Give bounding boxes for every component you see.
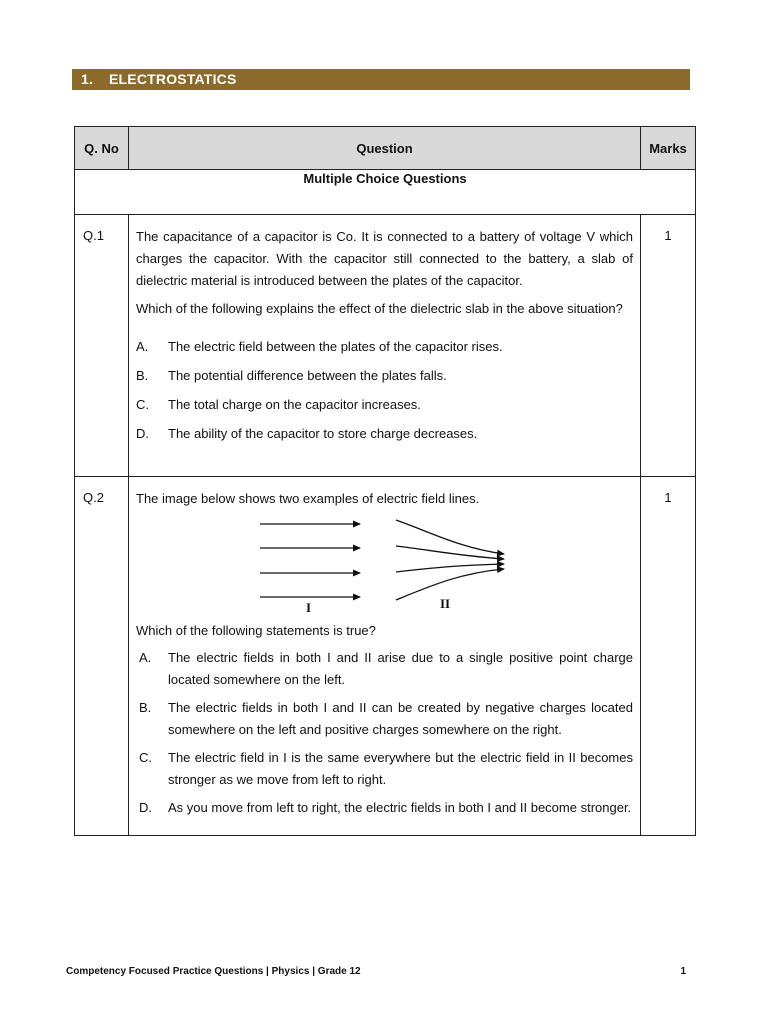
question-marks: 1 (641, 215, 696, 477)
figure-label-ii: II (440, 596, 451, 611)
option-text: The electric field in I is the same everywhere but the electric field in II becomes stronger as we move from left to right. (168, 750, 633, 787)
page-footer (66, 966, 686, 977)
option-letter: A. (139, 650, 152, 665)
field-lines-diagram (260, 516, 510, 614)
option-list (136, 647, 633, 835)
section-title: ELECTROSTATICS (109, 71, 237, 87)
field-line (396, 546, 504, 559)
question-marks: 1 (641, 477, 696, 836)
option-a (136, 336, 633, 358)
table-header-row (75, 127, 696, 170)
option-letter: B. (136, 368, 149, 383)
section-number: 1. (81, 71, 94, 87)
question-text: The capacitance of a capacitor is Co. It is connected to a battery of voltage V which charges the capacitor. With the capacitor still connected to the battery, a slab of dielectric material is introduced between the plates of the capacitor. (136, 229, 633, 288)
question-body (129, 477, 641, 836)
option-text: The ability of the capacitor to store charge decreases. (168, 426, 478, 441)
option-d (136, 423, 633, 445)
option-text: The potential difference between the plates falls. (168, 368, 447, 383)
questions-table (74, 126, 696, 836)
question-text: The image below shows two examples of electric field lines. (136, 491, 480, 506)
header-qno: Q. No (75, 127, 129, 170)
uniform-field-lines (260, 524, 360, 597)
section-heading (72, 69, 690, 90)
page-number: 1 (680, 966, 686, 977)
option-text: The total charge on the capacitor increases. (168, 397, 421, 412)
option-letter: B. (139, 700, 152, 715)
option-letter: C. (139, 750, 152, 765)
option-text: The electric fields in both I and II can be created by negative charges located somewhere on the left and positive charges somewhere on the right. (168, 700, 633, 737)
option-letter: C. (136, 397, 149, 412)
option-c (136, 394, 633, 416)
option-b (136, 365, 633, 387)
option-text: The electric field between the plates of the capacitor rises. (168, 339, 503, 354)
subheading-row (75, 170, 696, 215)
question-body (129, 215, 641, 477)
question-row (75, 215, 696, 477)
figure-label-i: I (306, 600, 312, 615)
question-row (75, 477, 696, 836)
mcq-subheading: Multiple Choice Questions (75, 170, 696, 215)
option-d (136, 797, 633, 819)
question-prompt: Which of the following statements is true? (136, 623, 376, 638)
footer-text: Competency Focused Practice Questions | Physics | Grade 12 (66, 966, 361, 977)
option-text: As you move from left to right, the electric fields in both I and II become stronger. (168, 800, 632, 815)
option-letter: D. (139, 800, 152, 815)
option-text: The electric fields in both I and II arise due to a single positive point charge located somewhere on the left. (168, 650, 633, 687)
question-number: Q.2 (75, 477, 129, 836)
option-list (136, 336, 633, 476)
option-a (136, 647, 633, 691)
option-letter: D. (136, 426, 149, 441)
option-b (136, 697, 633, 741)
header-question: Question (129, 127, 641, 170)
option-c (136, 747, 633, 791)
option-letter: A. (136, 339, 149, 354)
question-text: Which of the following explains the effect of the dielectric slab in the above situation? (136, 301, 623, 316)
converging-field-lines (396, 520, 504, 600)
question-number: Q.1 (75, 215, 129, 477)
field-lines-figure (260, 516, 510, 614)
header-marks: Marks (641, 127, 696, 170)
field-line (396, 520, 504, 554)
